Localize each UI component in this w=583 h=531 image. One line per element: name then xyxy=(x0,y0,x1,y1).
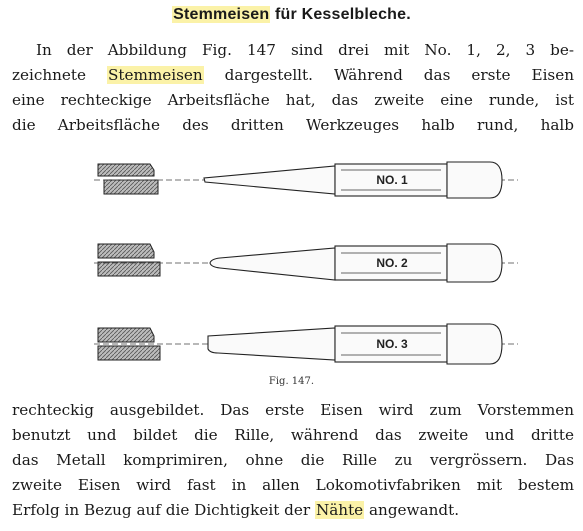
para2-line-2: benutzt und bildet die Rille, während das zweite und dritte xyxy=(12,426,574,444)
para1-line-1: In der Abbildung Fig. 147 sind drei mit No. 1, 2, 3 be- xyxy=(36,41,574,59)
para1-line-2 xyxy=(12,63,574,88)
para1-line-2-highlight: Stemmeisen xyxy=(107,66,203,84)
chisel-1 xyxy=(94,162,518,198)
chisel-1-label: NO. 1 xyxy=(376,173,408,187)
chisel-3 xyxy=(94,324,518,364)
para2-line-5-highlight: Nähte xyxy=(315,501,364,519)
para1-line-2-a: zeichnete xyxy=(12,66,107,84)
title-highlight: Stemmeisen xyxy=(173,6,270,23)
para1-line-4: die Arbeitsfläche des dritten Werkzeuges halb rund, halb xyxy=(12,116,574,134)
para2-line-5-b: angewandt. xyxy=(364,501,460,519)
para1-line-3: eine rechteckige Arbeitsfläche hat, das zweite eine runde, ist xyxy=(12,91,574,109)
plate-joint-2 xyxy=(98,244,160,276)
chisel-2 xyxy=(94,244,518,282)
para2-line-1: rechteckig ausgebildet. Das erste Eisen wird zum Vorstemmen xyxy=(12,401,574,419)
paragraph-description xyxy=(12,398,574,523)
chisel-2-label: NO. 2 xyxy=(376,256,408,270)
title-after: für Kesselbleche. xyxy=(270,6,411,23)
para2-line-3: das Metall komprimiren, ohne die Rille zu vergrössern. Das xyxy=(12,451,574,469)
figure-caption: Fig. 147. xyxy=(268,376,315,387)
page-title xyxy=(0,6,583,24)
chisel-3-label: NO. 3 xyxy=(376,337,408,351)
para2-line-4: zweite Eisen wird fast in allen Lokomotivfabriken mit bestem xyxy=(12,476,574,494)
para2-line-5-a: Erfolg in Bezug auf die Dichtigkeit der xyxy=(12,501,315,519)
para2-line-5 xyxy=(12,498,574,523)
para1-line-2-b: dargestellt. Während das erste Eisen xyxy=(203,66,574,84)
plate-joint-1 xyxy=(98,164,158,194)
paragraph-intro xyxy=(12,38,574,138)
chisel-figure xyxy=(90,150,520,375)
